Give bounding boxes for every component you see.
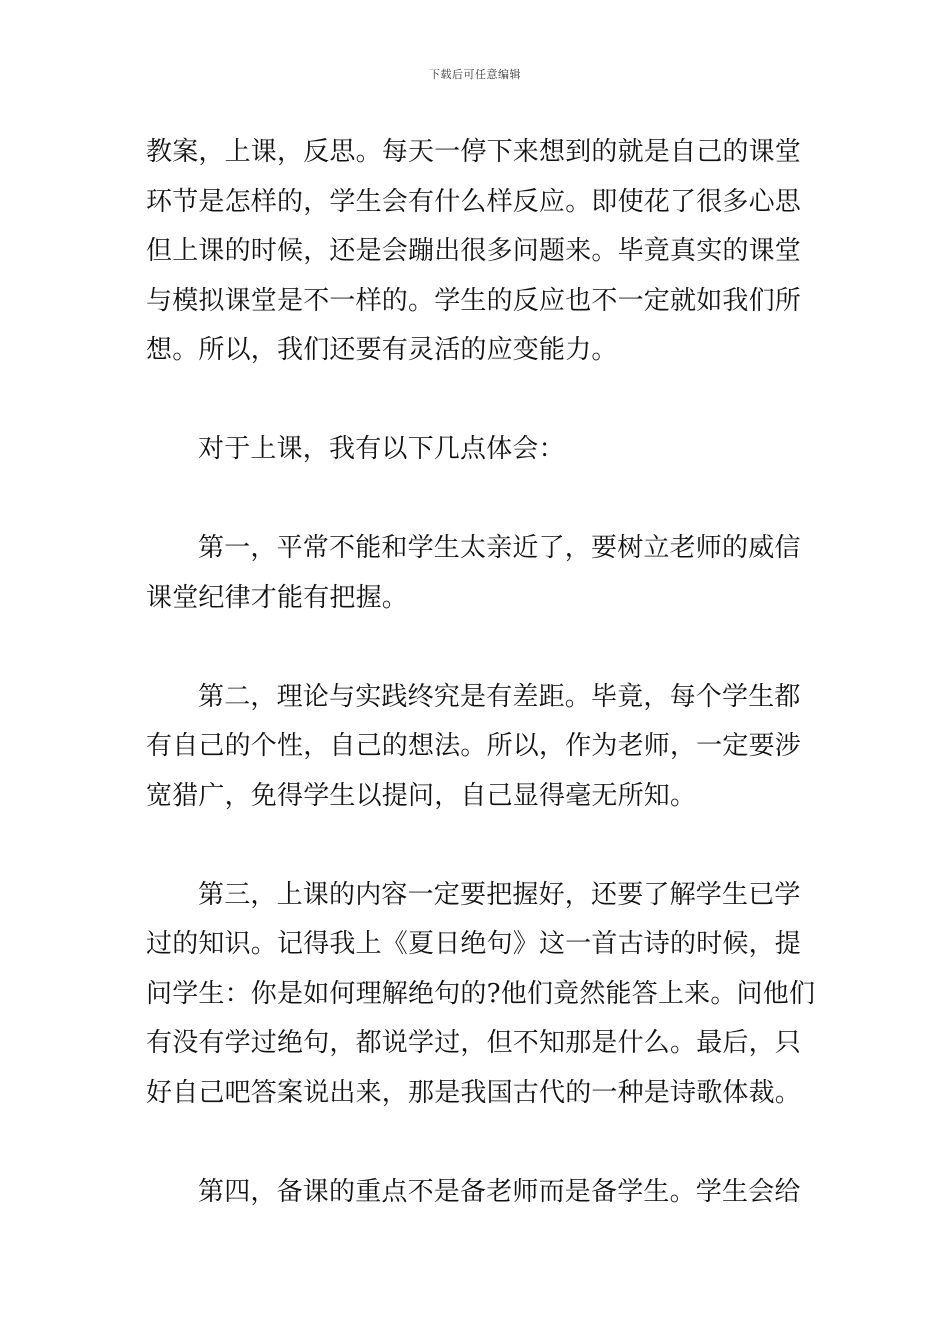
- paragraph-gap: [146, 475, 808, 525]
- text-line: 好自己吧答案说出来，那是我国古代的一种是诗歌体裁。: [146, 1077, 802, 1108]
- text-line: 但上课的时候，还是会蹦出很多问题来。毕竟真实的课堂: [146, 236, 802, 266]
- text-line: 有自己的个性，自己的想法。所以，作为老师，一定要涉: [146, 731, 802, 761]
- text-line: 第三，上课的内容一定要把握好，还要了解学生已学: [198, 879, 801, 910]
- text-line: 过的知识。记得我上《夏日绝句》这一首古诗的时候，提: [146, 929, 802, 959]
- document-body: [146, 128, 816, 1217]
- text-line: 有没有学过绝句，都说学过，但不知那是什么。最后，只: [146, 1028, 802, 1058]
- text-line: 对于上课，我有以下几点体会：: [198, 434, 565, 464]
- paragraph-gap: [146, 1118, 808, 1168]
- text-line: 教案，上课，反思。每天一停下来想到的就是自己的课堂: [146, 137, 802, 167]
- paragraph-gap: [146, 821, 808, 871]
- text-line: 宽猎广，免得学生以提问，自己显得毫无所知。: [146, 780, 697, 811]
- text-line: 想。所以，我们还要有灵活的应变能力。: [146, 335, 618, 365]
- text-line: 与模拟课堂是不一样的。学生的反应也不一定就如我们所: [146, 285, 802, 316]
- page-header-note: 下载后可任意编辑: [429, 68, 521, 81]
- text-line: 第四，备课的重点不是备老师而是备学生。学生会给: [198, 1176, 801, 1207]
- text-line: 环节是怎样的，学生会有什么样反应。即使花了很多心思: [146, 186, 802, 217]
- text-line: 问学生：你是如何理解绝句的?他们竟然能答上来。问他们: [146, 978, 816, 1009]
- text-line: 第二，理论与实践终究是有差距。毕竟，每个学生都: [198, 681, 801, 712]
- paragraph-gap: [146, 623, 808, 673]
- text-line: 课堂纪律才能有把握。: [146, 582, 409, 613]
- text-line: 第一，平常不能和学生太亲近了，要树立老师的威信: [198, 533, 801, 563]
- paragraph-gap: [146, 376, 808, 426]
